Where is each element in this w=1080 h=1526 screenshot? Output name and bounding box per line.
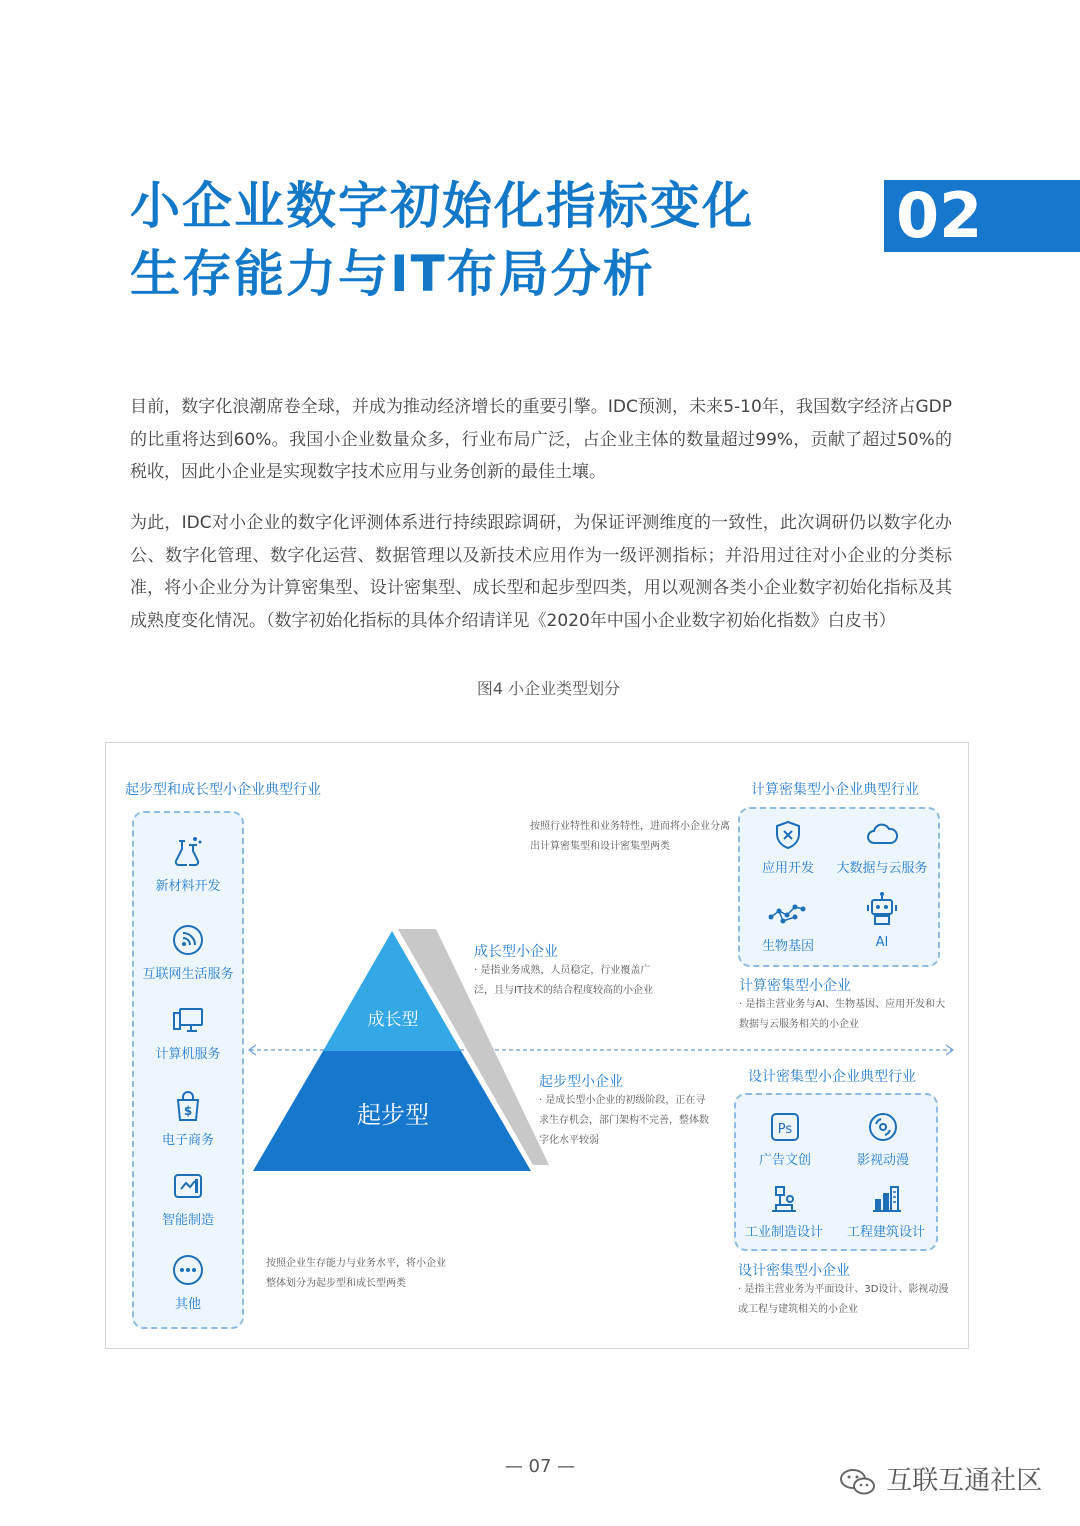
compute-app-dev (746, 819, 830, 876)
industry-other (132, 1253, 244, 1312)
design-industrial (734, 1183, 834, 1240)
bottom-note: 按照企业生存能力与业务水平，将小企业整体划分为起步型和成长型两类 (266, 1258, 446, 1289)
figure-frame (105, 742, 969, 1349)
film-reel-icon (867, 1111, 899, 1143)
shopping-bag-icon (171, 1089, 205, 1123)
design-label: 工业制造设计 (744, 1225, 823, 1240)
wifi-icon (171, 923, 205, 957)
industry-label: 其他 (174, 1297, 201, 1312)
industry-label: 计算机服务 (155, 1047, 221, 1062)
compute-bigdata-cloud (830, 819, 934, 876)
industry-ecommerce (132, 1089, 244, 1148)
page-title (130, 172, 754, 308)
design-label: 工程建筑设计 (846, 1225, 925, 1240)
industry-label: 互联网生活服务 (142, 967, 234, 982)
building-icon (869, 1183, 903, 1215)
industry-label: 智能制造 (161, 1213, 214, 1228)
paragraph-2: 为此，IDC对小企业的数字化评测体系进行持续跟踪调研，为保证评测维度的一致性，此次调研仍以数字化办公、数字化管理、数字化运营、数据管理以及新技术应用作为一级评测指标；并沿用过往对小企业的分类标准，将小企业分为计算密集型、设计密集型、成长型和起步型四类，用以观测各类小企业数字初始化指标及其成熟度变化情况。（数字初始化指标的具体介绍请详见《2020年中国小企业数字初始化指数》白皮书） (130, 513, 952, 631)
watermark-text: 互联互通社区 (886, 1466, 1043, 1496)
industry-new-materials (132, 835, 244, 894)
design-desc: · 是指主营业务为平面设计、3D设计、影视动漫或工程与建筑相关的小企业 (738, 1284, 949, 1315)
machine-icon (768, 1183, 800, 1215)
pyramid-top-label: 成长型 (367, 1010, 419, 1030)
startup-desc: · 是成长型小企业的初级阶段，正在寻求生存机会，部门架构不完善，整体数字化水平较弱 (539, 1095, 709, 1146)
shield-icon (772, 819, 804, 851)
computer-icon (171, 1003, 205, 1037)
title-line-1: 小企业数字初始化指标变化 (130, 177, 754, 235)
compute-label: 生物基因 (761, 939, 814, 954)
design-name: 设计密集型小企业 (738, 1263, 850, 1279)
paragraph-1: 目前，数字化浪潮席卷全球，并成为推动经济增长的重要引擎。IDC预测，未来5-10年，我国数字经济占GDP的比重将达到60%。我国小企业数量众多，行业布局广泛，占企业主体的数量超过99%，贡献了超过50%的税收，因此小企业是实现数字技术应用与业务创新的最佳土壤。 (130, 397, 952, 482)
left-panel-title: 起步型和成长型小企业典型行业 (125, 782, 321, 798)
startup-title: 起步型小企业 (539, 1074, 623, 1090)
design-ad-creative (742, 1111, 828, 1168)
flask-icon (171, 835, 205, 869)
design-panel-title: 设计密集型小企业典型行业 (748, 1069, 916, 1085)
svg-text:Ps: Ps (777, 1122, 793, 1137)
design-label: 影视动漫 (856, 1153, 909, 1168)
figure-caption: 图4 小企业类型划分 (476, 679, 621, 698)
growth-title: 成长型小企业 (474, 944, 558, 960)
more-icon (171, 1253, 205, 1287)
compute-bio-gene (746, 897, 830, 954)
industry-smart-manufacturing (132, 1169, 244, 1228)
title-line-2: 生存能力与IT布局分析 (130, 245, 655, 303)
industry-label: 新材料开发 (155, 879, 221, 894)
wechat-icon (838, 1466, 878, 1498)
compute-desc: · 是指主营业务与AI、生物基因、应用开发和大数据与云服务相关的小企业 (739, 999, 946, 1030)
compute-label: 大数据与云服务 (836, 861, 928, 876)
page-number: — 07 — (504, 1456, 576, 1477)
photoshop-icon (769, 1111, 801, 1143)
compute-name: 计算密集型小企业 (739, 978, 851, 994)
industry-label: 电子商务 (161, 1133, 214, 1148)
compute-panel-title: 计算密集型小企业典型行业 (751, 782, 919, 798)
robot-icon (865, 891, 899, 929)
svg-text:$: $ (183, 1104, 193, 1118)
molecule-icon (767, 897, 809, 929)
chapter-badge: 02 (884, 180, 1080, 252)
design-architecture (834, 1183, 938, 1240)
top-note: 按照行业特性和业务特性，进而将小企业分离出计算密集型和设计密集型两类 (530, 821, 730, 852)
design-label: 广告文创 (758, 1153, 811, 1168)
compute-label: 应用开发 (761, 861, 814, 876)
industry-internet-life (132, 923, 244, 982)
watermark (838, 1460, 1042, 1498)
pyramid-bottom-label: 起步型 (357, 1101, 429, 1129)
growth-desc: · 是指业务成熟，人员稳定，行业覆盖广泛，且与IT技术的结合程度较高的小企业 (474, 965, 654, 996)
industry-computer-service (132, 1003, 244, 1062)
compute-label: AI (875, 935, 889, 950)
cloud-icon (865, 819, 899, 851)
design-film-animation (834, 1111, 932, 1168)
tablet-icon (171, 1169, 205, 1203)
compute-ai (830, 891, 934, 950)
